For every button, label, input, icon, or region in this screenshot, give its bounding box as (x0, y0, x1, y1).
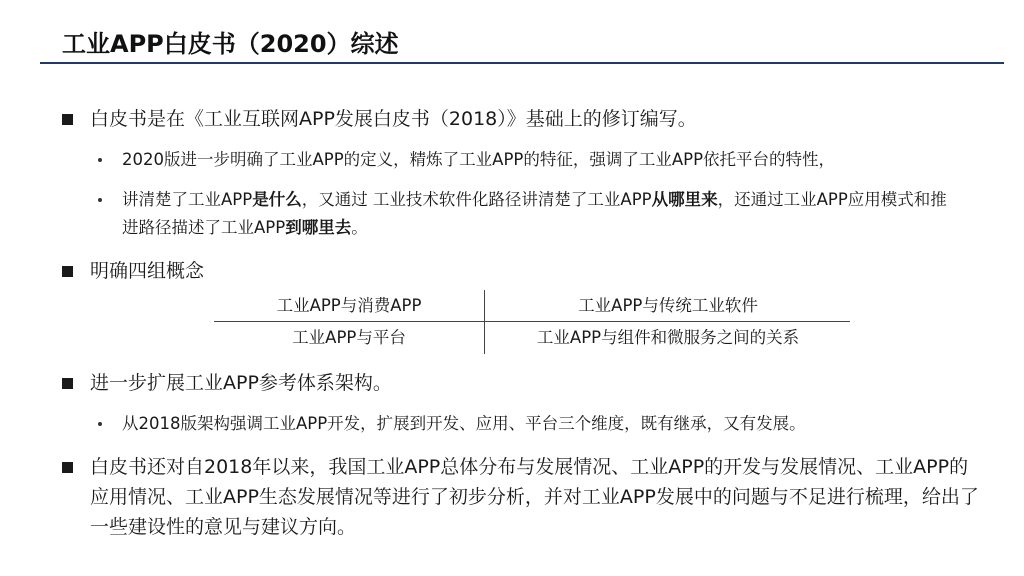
square-bullet-icon (62, 378, 73, 389)
dot-bullet-icon (98, 158, 102, 162)
bullet-text: 白皮书还对自2018年以来，我国工业APP总体分布与发展情况、工业APP的开发与发展情况、工业APP的应用情况、工业APP生态发展情况等进行了初步分析，并对工业APP发展中的问题与不足进行梳理，给出了一些建设性的意见与建议方向。 (90, 456, 979, 538)
square-bullet-icon (62, 462, 73, 473)
concept-cell: 工业APP与组件和微服务之间的关系 (536, 328, 800, 347)
square-bullet-icon (62, 266, 73, 277)
table-row-divider (214, 321, 850, 322)
table-column-divider (484, 290, 485, 354)
concepts-table (214, 290, 850, 354)
bullet-text: 明确四组概念 (90, 260, 205, 282)
sub-bullet-text: 从2018版架构强调工业APP开发，扩展到开发、应用、平台三个维度，既有继承，又有发展。 (122, 414, 806, 433)
bullet-text: 白皮书是在《工业互联网APP发展白皮书（2018）》基础上的修订编写。 (90, 108, 697, 130)
emphasis-from-where: 从哪里来 (651, 190, 718, 209)
slide-title: 工业APP白皮书（2020）综述 (62, 30, 399, 58)
concept-cell: 工业APP与传统工业软件 (578, 296, 758, 315)
emphasis-what: 是什么 (252, 190, 302, 209)
sub-bullet-text: 2020版进一步明确了工业APP的定义，精炼了工业APP的特征，强调了工业APP依托平台的特性， (122, 150, 836, 169)
bullet-text: 进一步扩展工业APP参考体系架构。 (90, 372, 392, 394)
dot-bullet-icon (98, 422, 102, 426)
title-underline (40, 62, 1004, 64)
sub-bullet-text: 讲清楚了工业APP是什么，又通过 工业技术软件化路径讲清楚了工业APP从哪里来，还通过工业APP应用模式和推进路径描述了工业APP到哪里去。 (122, 190, 947, 237)
emphasis-to-where: 到哪里去 (285, 218, 352, 237)
square-bullet-icon (62, 114, 73, 125)
concept-cell: 工业APP与消费APP (276, 296, 422, 315)
dot-bullet-icon (98, 198, 102, 202)
concept-cell: 工业APP与平台 (292, 328, 406, 347)
